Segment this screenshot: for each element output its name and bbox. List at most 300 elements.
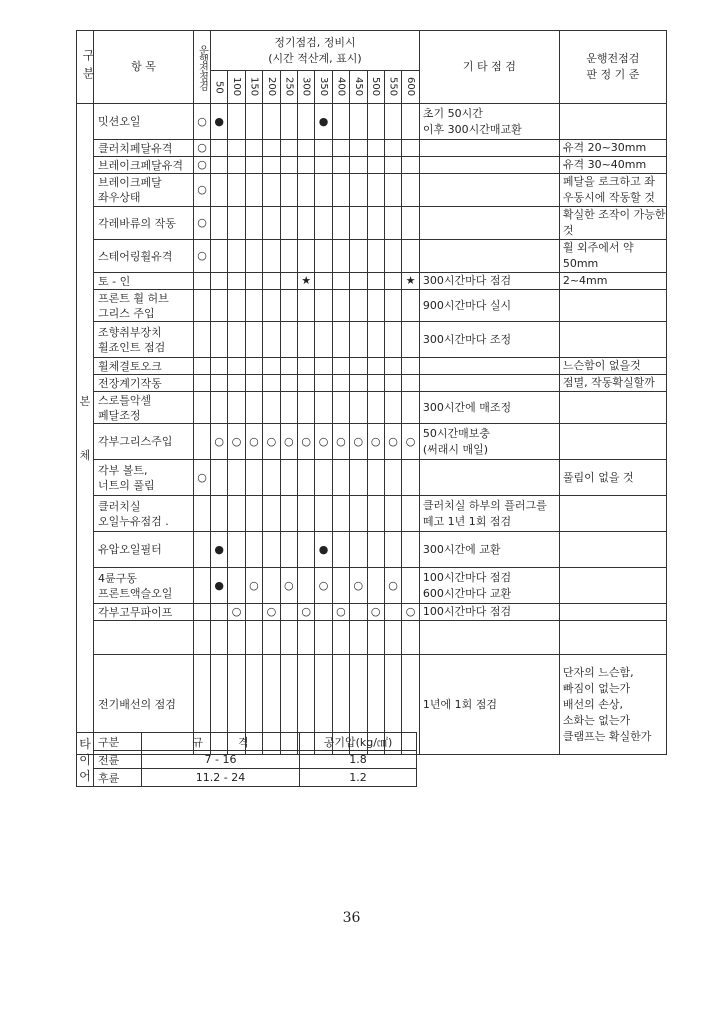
header-hour (315, 71, 332, 104)
header-hour (263, 71, 280, 104)
interval-mark (297, 174, 314, 207)
interval-mark (332, 104, 349, 140)
interval-mark (245, 460, 262, 496)
interval-mark: ○ (245, 568, 262, 604)
interval-mark (245, 322, 262, 358)
other-inspection (419, 174, 559, 207)
interval-mark (384, 358, 401, 375)
interval-mark (245, 375, 262, 392)
interval-mark (280, 322, 297, 358)
interval-mark (211, 174, 228, 207)
interval-mark: ○ (280, 424, 297, 460)
interval-mark (297, 496, 314, 532)
interval-mark (384, 322, 401, 358)
pretrip-mark: ○ (194, 104, 211, 140)
interval-mark (245, 174, 262, 207)
criteria-text: 풀림이 없을 것 (559, 460, 666, 496)
interval-mark: ○ (211, 424, 228, 460)
table-row (77, 174, 667, 207)
item-name: 클러치페달유격 (94, 140, 194, 157)
interval-mark (384, 604, 401, 621)
interval-mark (402, 621, 420, 655)
header-hour (384, 71, 401, 104)
interval-mark (350, 207, 367, 240)
item-name: 전기배선의 점검 (94, 655, 194, 755)
pretrip-mark: ○ (194, 140, 211, 157)
interval-mark (228, 207, 245, 240)
interval-mark (367, 174, 384, 207)
pretrip-mark: ○ (194, 240, 211, 273)
pretrip-mark (194, 290, 211, 322)
interval-mark (263, 322, 280, 358)
interval-mark (350, 140, 367, 157)
interval-mark (367, 240, 384, 273)
interval-mark (228, 273, 245, 290)
interval-mark (211, 240, 228, 273)
interval-mark (315, 358, 332, 375)
item-name: 스테어링휠유격 (94, 240, 194, 273)
interval-mark (297, 140, 314, 157)
interval-mark (280, 532, 297, 568)
interval-mark (297, 532, 314, 568)
interval-mark (384, 140, 401, 157)
interval-mark (402, 322, 420, 358)
interval-mark: ○ (263, 424, 280, 460)
tire-pressure: 1.2 (300, 769, 417, 787)
pretrip-mark (194, 392, 211, 424)
criteria-text (559, 621, 666, 655)
interval-mark (297, 104, 314, 140)
interval-mark (263, 496, 280, 532)
table-row (77, 322, 667, 358)
interval-mark (263, 568, 280, 604)
tire-row-rear (77, 769, 417, 787)
interval-mark (332, 358, 349, 375)
pretrip-mark (194, 375, 211, 392)
other-inspection: 클러치실 하부의 플러그를 떼고 1년 1회 점검 (419, 496, 559, 532)
interval-mark (315, 157, 332, 174)
tire-row-front (77, 751, 417, 769)
header-hour (211, 71, 228, 104)
interval-mark (402, 157, 420, 174)
item-name: 스로틀악셀 페달조정 (94, 392, 194, 424)
pretrip-mark: ○ (194, 157, 211, 174)
interval-mark: ★ (402, 273, 420, 290)
criteria-text: 페달을 로크하고 좌 우동시에 작동할 것 (559, 174, 666, 207)
interval-mark (315, 290, 332, 322)
interval-mark (211, 140, 228, 157)
interval-mark (315, 140, 332, 157)
header-item: 항 목 (94, 31, 194, 104)
interval-mark (245, 140, 262, 157)
interval-mark (263, 621, 280, 655)
other-inspection: 300시간에 매조정 (419, 392, 559, 424)
interval-mark (280, 174, 297, 207)
interval-mark (402, 358, 420, 375)
header-criteria: 운행전점검 판 정 기 준 (559, 31, 666, 104)
other-inspection (419, 240, 559, 273)
interval-mark (315, 496, 332, 532)
interval-mark (384, 290, 401, 322)
interval-mark (245, 358, 262, 375)
pretrip-mark (194, 424, 211, 460)
criteria-text: 단자의 느슨함, 빠짐이 없는가 배선의 손상, 소화는 없는가 클램프는 확실한가 (559, 655, 666, 755)
interval-mark: ○ (228, 424, 245, 460)
header-hour-label: 400 (335, 77, 347, 97)
criteria-text (559, 290, 666, 322)
other-inspection: 초기 50시간 이후 300시간매교환 (419, 104, 559, 140)
interval-mark (297, 290, 314, 322)
table-row (77, 604, 667, 621)
interval-mark (228, 358, 245, 375)
interval-mark (263, 460, 280, 496)
interval-mark (384, 174, 401, 207)
interval-mark (228, 460, 245, 496)
interval-mark (245, 273, 262, 290)
interval-mark (315, 621, 332, 655)
interval-mark: ○ (263, 604, 280, 621)
interval-mark (228, 157, 245, 174)
interval-mark (211, 496, 228, 532)
interval-mark (367, 621, 384, 655)
header-periodic: 정기점검, 정비시 (시간 적산계, 표시) (211, 31, 420, 71)
interval-mark (384, 240, 401, 273)
item-name (94, 621, 194, 655)
item-name: 토 - 인 (94, 273, 194, 290)
criteria-text (559, 104, 666, 140)
interval-mark (315, 604, 332, 621)
criteria-text (559, 532, 666, 568)
criteria-text: 유격 30~40mm (559, 157, 666, 174)
other-inspection (419, 621, 559, 655)
interval-mark (402, 140, 420, 157)
table-row (77, 375, 667, 392)
table-row (77, 621, 667, 655)
interval-mark (367, 104, 384, 140)
interval-mark (332, 392, 349, 424)
header-hour (332, 71, 349, 104)
header-hour (228, 71, 245, 104)
item-name: 4륜구동 프론트액슬오일 (94, 568, 194, 604)
pretrip-mark: ○ (194, 174, 211, 207)
table-row (77, 273, 667, 290)
header-hour (402, 71, 420, 104)
interval-mark (245, 240, 262, 273)
interval-mark (332, 621, 349, 655)
other-inspection: 50시간매보충 (써래시 매일) (419, 424, 559, 460)
criteria-text: 2~4mm (559, 273, 666, 290)
header-hour-label: 150 (248, 77, 260, 97)
interval-mark (211, 392, 228, 424)
header-hour-label: 50 (213, 80, 225, 94)
item-name: 휠체결토오크 (94, 358, 194, 375)
header-hour-label: 300 (300, 77, 312, 97)
header-hour (280, 71, 297, 104)
interval-mark (402, 207, 420, 240)
interval-mark (228, 104, 245, 140)
interval-mark (402, 174, 420, 207)
pretrip-mark: ○ (194, 460, 211, 496)
interval-mark: ○ (384, 568, 401, 604)
table-row (77, 240, 667, 273)
table-row (77, 207, 667, 240)
interval-mark (384, 273, 401, 290)
interval-mark (350, 375, 367, 392)
interval-mark (384, 621, 401, 655)
interval-mark (350, 290, 367, 322)
pretrip-mark (194, 496, 211, 532)
interval-mark (280, 157, 297, 174)
header-hour-label: 250 (283, 77, 295, 97)
other-inspection: 300시간마다 점검 (419, 273, 559, 290)
tire-header-pressure: 공기압(kg/㎠) (300, 733, 417, 751)
interval-mark (350, 174, 367, 207)
interval-mark (367, 358, 384, 375)
other-inspection: 1년에 1회 점검 (419, 655, 559, 755)
item-name: 브레이크페달 좌우상태 (94, 174, 194, 207)
other-inspection (419, 157, 559, 174)
pretrip-mark: ○ (194, 207, 211, 240)
interval-mark (263, 392, 280, 424)
pretrip-mark (194, 273, 211, 290)
table-row (77, 157, 667, 174)
other-inspection (419, 375, 559, 392)
interval-mark (211, 358, 228, 375)
interval-mark (245, 207, 262, 240)
interval-mark (297, 358, 314, 375)
interval-mark (384, 496, 401, 532)
interval-mark (211, 621, 228, 655)
interval-mark (280, 621, 297, 655)
interval-mark (350, 496, 367, 532)
header-gubun: 구분 (77, 31, 94, 104)
interval-mark (297, 392, 314, 424)
table-row (77, 290, 667, 322)
table-header (77, 31, 667, 104)
interval-mark (332, 207, 349, 240)
tire-header-spec: 규 격 (142, 733, 300, 751)
maintenance-table (76, 30, 667, 755)
interval-mark (332, 140, 349, 157)
header-hour (367, 71, 384, 104)
interval-mark (332, 568, 349, 604)
interval-mark (332, 240, 349, 273)
interval-mark (402, 392, 420, 424)
interval-mark (297, 621, 314, 655)
interval-mark (297, 460, 314, 496)
header-hour-label: 600 (405, 77, 417, 97)
item-name: 프론트 휠 허브 그리스 주입 (94, 290, 194, 322)
interval-mark (384, 157, 401, 174)
interval-mark (297, 157, 314, 174)
interval-mark (263, 140, 280, 157)
table-row (77, 532, 667, 568)
interval-mark (402, 290, 420, 322)
interval-mark (402, 240, 420, 273)
header-hour-label: 550 (387, 77, 399, 97)
pretrip-mark (194, 568, 211, 604)
interval-mark (402, 532, 420, 568)
pretrip-mark (194, 604, 211, 621)
interval-mark (228, 392, 245, 424)
interval-mark (228, 322, 245, 358)
interval-mark (280, 604, 297, 621)
interval-mark (263, 532, 280, 568)
item-name: 각레바류의 작동 (94, 207, 194, 240)
interval-mark (402, 496, 420, 532)
table-row (77, 568, 667, 604)
pretrip-mark (194, 322, 211, 358)
interval-mark (280, 460, 297, 496)
interval-mark: ○ (350, 568, 367, 604)
interval-mark (263, 104, 280, 140)
interval-mark (211, 290, 228, 322)
interval-mark (280, 240, 297, 273)
header-hour-label: 100 (231, 77, 243, 97)
table-row (77, 104, 667, 140)
table-row (77, 392, 667, 424)
criteria-text: 느슨함이 없을것 (559, 358, 666, 375)
header-hour (297, 71, 314, 104)
interval-mark (384, 532, 401, 568)
page-number: 36 (342, 910, 361, 926)
interval-mark (245, 496, 262, 532)
interval-mark: ○ (315, 568, 332, 604)
interval-mark (245, 104, 262, 140)
interval-mark: ● (211, 104, 228, 140)
criteria-text: 확실한 조작이 가능한 것 (559, 207, 666, 240)
criteria-text (559, 568, 666, 604)
criteria-text (559, 424, 666, 460)
interval-mark (315, 207, 332, 240)
interval-mark: ○ (367, 424, 384, 460)
interval-mark (350, 358, 367, 375)
interval-mark (315, 273, 332, 290)
interval-mark (263, 174, 280, 207)
header-hour-label: 500 (370, 77, 382, 97)
header-hour-label: 350 (318, 77, 330, 97)
interval-mark (332, 290, 349, 322)
criteria-text: 유격 20~30mm (559, 140, 666, 157)
interval-mark (367, 273, 384, 290)
interval-mark: ○ (297, 424, 314, 460)
interval-mark: ○ (402, 424, 420, 460)
interval-mark (280, 207, 297, 240)
interval-mark (402, 460, 420, 496)
interval-mark (367, 392, 384, 424)
tire-spec: 7 - 16 (142, 751, 300, 769)
criteria-text: 휠 외주에서 약 50mm (559, 240, 666, 273)
interval-mark (367, 532, 384, 568)
tire-header-gubun: 구분 (94, 733, 142, 751)
pretrip-mark (194, 532, 211, 568)
interval-mark (350, 532, 367, 568)
interval-mark (228, 496, 245, 532)
other-inspection: 900시간마다 실시 (419, 290, 559, 322)
interval-mark (228, 621, 245, 655)
interval-mark: ○ (228, 604, 245, 621)
other-inspection: 300시간마다 조정 (419, 322, 559, 358)
interval-mark (245, 290, 262, 322)
interval-mark (297, 568, 314, 604)
interval-mark (228, 140, 245, 157)
interval-mark (367, 375, 384, 392)
interval-mark (367, 140, 384, 157)
section-body-label: 본 체 (77, 104, 94, 755)
interval-mark (315, 392, 332, 424)
table-row (77, 358, 667, 375)
interval-mark (297, 240, 314, 273)
header-hour-label: 450 (352, 77, 364, 97)
interval-mark (332, 460, 349, 496)
tire-table (76, 732, 417, 787)
interval-mark (350, 240, 367, 273)
interval-mark (384, 460, 401, 496)
header-pretrip: 운행전점검 (194, 31, 211, 104)
table-row (77, 140, 667, 157)
interval-mark (228, 568, 245, 604)
pretrip-mark (194, 621, 211, 655)
interval-mark (263, 375, 280, 392)
interval-mark (384, 104, 401, 140)
interval-mark (332, 496, 349, 532)
header-other: 기 타 점 검 (419, 31, 559, 104)
interval-mark: ● (315, 532, 332, 568)
item-name: 각부그리스주입 (94, 424, 194, 460)
interval-mark (211, 207, 228, 240)
interval-mark (263, 207, 280, 240)
table-row (77, 424, 667, 460)
tire-pressure: 1.8 (300, 751, 417, 769)
interval-mark (211, 460, 228, 496)
item-name: 밋션오일 (94, 104, 194, 140)
interval-mark: ★ (297, 273, 314, 290)
interval-mark: ○ (245, 424, 262, 460)
interval-mark (332, 322, 349, 358)
criteria-text (559, 496, 666, 532)
interval-mark (280, 375, 297, 392)
interval-mark (280, 496, 297, 532)
pretrip-mark (194, 358, 211, 375)
interval-mark (211, 375, 228, 392)
interval-mark (367, 207, 384, 240)
interval-mark (350, 104, 367, 140)
interval-mark (280, 290, 297, 322)
interval-mark (315, 174, 332, 207)
interval-mark (228, 290, 245, 322)
interval-mark (245, 157, 262, 174)
interval-mark (384, 207, 401, 240)
interval-mark (332, 174, 349, 207)
table-body (77, 104, 667, 755)
interval-mark (384, 375, 401, 392)
interval-mark (350, 392, 367, 424)
interval-mark: ○ (384, 424, 401, 460)
other-inspection (419, 140, 559, 157)
interval-mark (297, 207, 314, 240)
header-hour (350, 71, 367, 104)
other-inspection (419, 358, 559, 375)
interval-mark: ○ (350, 424, 367, 460)
interval-mark (315, 322, 332, 358)
interval-mark (402, 104, 420, 140)
interval-mark: ○ (297, 604, 314, 621)
interval-mark (280, 104, 297, 140)
interval-mark: ○ (332, 424, 349, 460)
interval-mark (263, 358, 280, 375)
tire-name: 전륜 (94, 751, 142, 769)
interval-mark: ○ (402, 604, 420, 621)
